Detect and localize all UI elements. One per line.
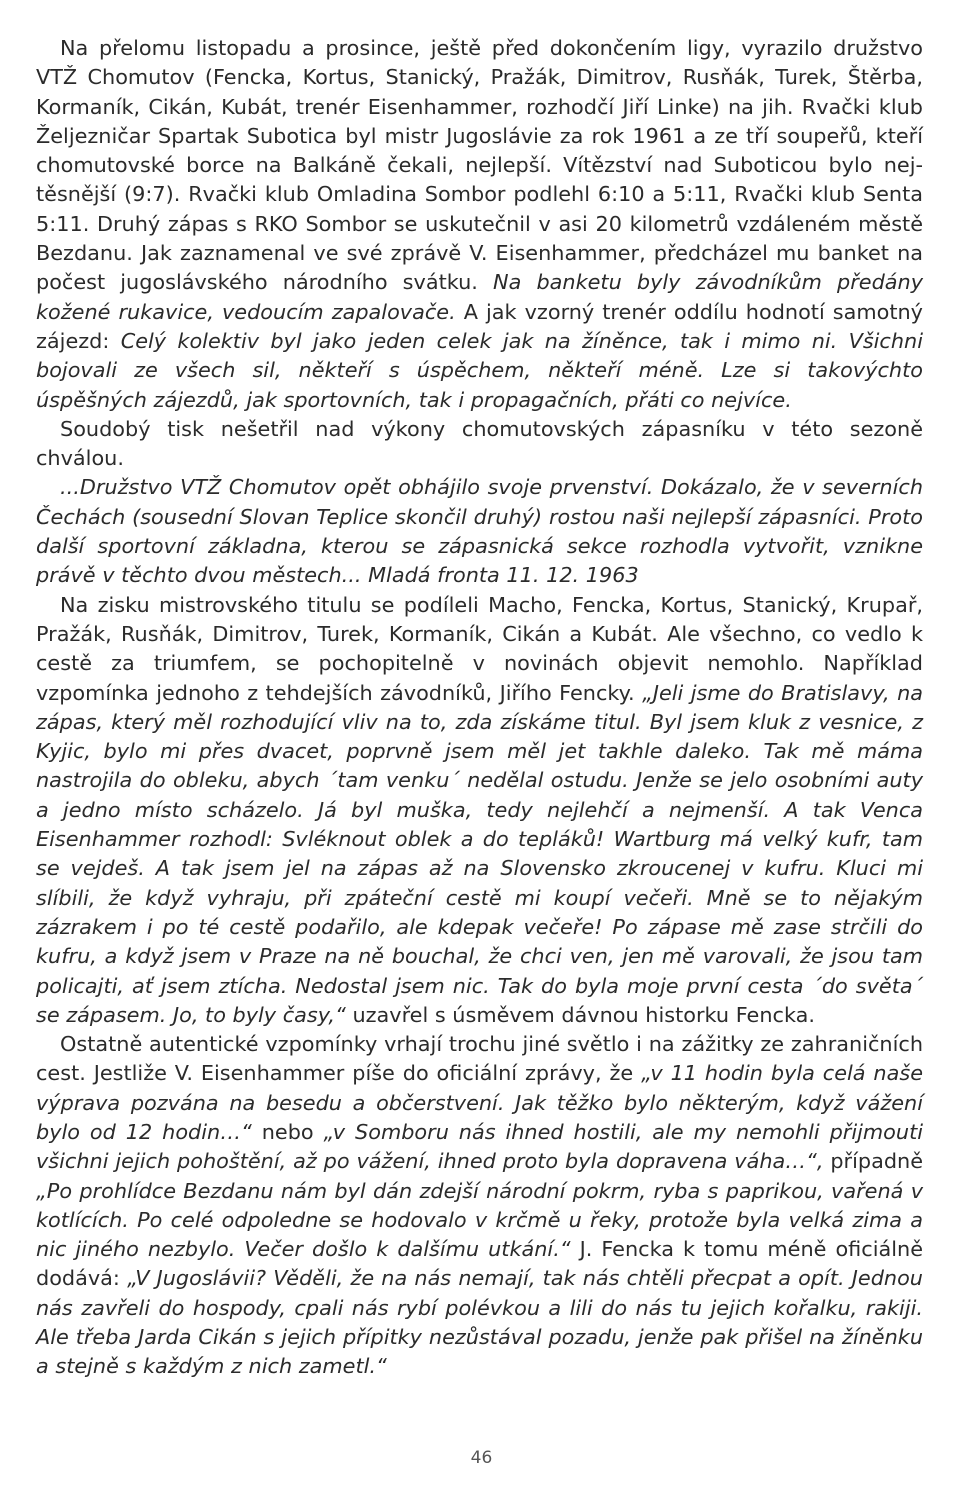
paragraph-titul [36,591,923,1030]
text-segment: Ostatně autentické vzpomínky vrhají trochu jiné světlo i na zážitky ze zahraničních cest. Jestliže V. Eisenhammer píše do oficiální zprávy, že [36,1032,923,1086]
page-number: 46 [470,1448,493,1468]
text-segment: Soudobý tisk nešetřil nad výkony chomutovských zápasníku v této sezoně chválou. [36,416,923,471]
paragraph-tisk [36,415,923,474]
text-segment-italic: Na banketu byly závodníkům předány kožené rukavice, vedoucím zapalovače. [36,270,923,324]
text-segment-italic: Celý kolektiv byl jako jeden celek jak na žíněnce, tak i mimo ni. Všichni bojovali ze všech sil, někteří s úspěchem, někteří méně. Lze si takovýchto úspěšných zájezdů, jak sportovních, tak i propagačních, přáti co nejvíce. [36,328,923,412]
text-segment: nebo [251,1119,324,1144]
paragraph-citace-mlada-fronta [36,473,923,590]
text-segment-italic: „v Somboru nás ihned hostili, ale my nemohli přijmouti všichni jejich pohoštění, až po vážení, ihned proto byla dopravena váha…“, [36,1119,924,1174]
text-segment: A jak vzorný trenér oddílu hodnotí samotný zájezd: [36,299,923,353]
text-segment-italic: ...Družstvo VTŽ Chomutov opět obhájilo svoje prvenství. Dokázalo, že v severních Čechách (sousední Slovan Teplice skončil druhý) rostou naši nejlepší zápasníci. Proto další sportovní základna, kterou se zápasnická sekce rozhodla vytvořit, vznikne právě v těchto dvou městech... Mladá fronta 11. 12. 1963 [36,475,923,588]
document-body [36,34,923,1382]
text-segment-italic: „V Jugoslávii? Věděli, že na nás nemají, tak nás chtěli přecpat a opít. Jednou nás zavřeli do hospody, cpali nás rybí polévkou a lili do nás tu jejich kořalku, rakiji. Ale třeba Jarda Cikán s jejich přípitky nezůstával pozadu, jenže pak přišel na žíněnku a stejně s každým z nich zametl.“ [36,1266,923,1379]
text-segment-italic: „Jeli jsme do Bratislavy, na zápas, který měl rozhodující vliv na to, zda získáme titul. Byl jsem kluk z vesnice, z Kyjic, bylo mi přes dvacet, poprvně jsem měl jet takhle daleko. Tak mě máma nastrojila do obleku, abych ´tam venku´ nedělal ostudu. Jenže se jelo osobními auty a jedno místo scházelo. Já byl muška, tedy nejlehčí a nejmenší. A tak Venca Eisenhammer rozhodl: Svléknout oblek a do tepláků! Wartburg má velký kufr, tam se vejdeš. A tak jsem jel na zápas až na Slovensko zkroucenej v kufru. Kluci mi slíbili, že když vyhraju, při zpáteční cestě mi koupí večeři. Mně se to nějakým zázrakem i po té cestě podařilo, ale kdepak večeře! Po zápase mě zase strčili do kufru, a když jsem v Praze na ně bouchal, že chci ven, jen mě varovali, že jsou tam policajti, ať jsem ztícha. Nedostal jsem nic. Tak do byla moje první cesta ´do světa´ se zápasem. Jo, to byly časy,“ [36,680,923,1027]
text-segment: případně [823,1149,924,1174]
text-segment-italic: „v 11 hodin byla celá naše výprava pozvána na besedu a občerstvení. Jak těžko bylo některým, když vážení bylo od 12 hodin…“ [36,1061,923,1144]
text-segment: Na zisku mistrovského titulu se podíleli Macho, Fencka, Kortus, Stanický, Krupař, Pražák, Rusňák, Dimitrov, Turek, Kormaník, Cikán a Kubát. Ale všechno, co vedlo k cestě za triumfem, se pochopitelně v novinách objevit nemohlo. Například vzpomínka jednoho z tehdejších závodníků, Jiřího Fencky. [36,592,923,705]
text-segment: uzavřel s úsměvem dávnou historku Fencka. [345,1002,815,1027]
text-segment: J. Fencka k tomu méně oficiálně dodává: [36,1237,923,1291]
text-segment-italic: „Po prohlídce Bezdanu nám byl dán zdejší národní pokrm, ryba s paprikou, vařená v kotlících. Po celé odpoledne se hodovalo v krčmě u řeky, protože byla velká zima a nic jiného nezbylo. Večer došlo k dalšímu utkání.“ [36,1178,923,1262]
paragraph-vzpominky [36,1030,923,1382]
text-segment: Na přelomu listopadu a prosince, ještě před dokončením ligy, vyrazilo družstvo VTŽ Chomutov (Fencka, Kortus, Stanický, Pražák, Dimitrov, Rusňák, Turek, Štěrba, Kormaník, Cikán, Kubát, trenér Eisenhammer, rozhodčí Jiří Linke) na jih. Rvački klub Željezničar Spartak Subotica byl mistr Jugoslávie za rok 1961 a ze tří soupeřů, kteří chomutovské borce na Balkáně čekali, nejlepší. Vítězství nad Suboticou bylo nejtěsnější (9:7). Rvački klub Omladina Sombor podlehl 6:10 a 5:11, Rvački klub Senta 5:11. Druhý zápas s RKO Sombor se uskutečnil v asi 20 kilometrů vzdáleném městě Bezdanu. Jak zaznamenal ve své zprávě V. Eisenhammer, předcházel mu banket na počest jugoslávského národního svátku. [36,36,923,295]
paragraph-banket [36,34,923,415]
